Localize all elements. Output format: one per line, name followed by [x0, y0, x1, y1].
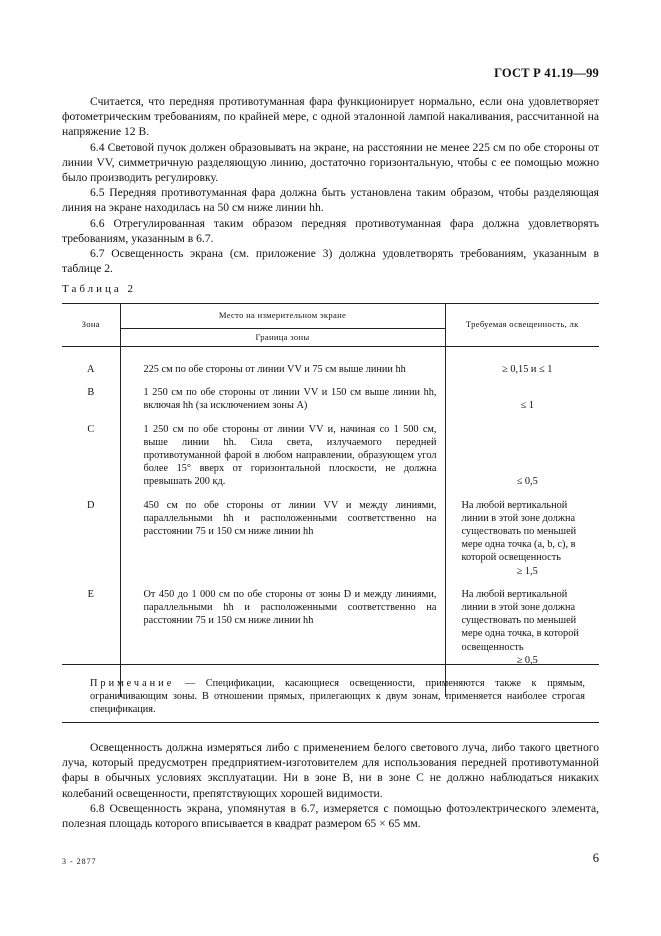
- required-value: ≥ 1,5: [516, 565, 538, 577]
- zone-cell: C: [62, 419, 120, 495]
- required-value: ≤ 0,5: [516, 476, 538, 488]
- intro-text: [62, 94, 599, 276]
- note-text: — Спецификации, касающиеся освещенности, применяются также к прямым, ограничивающим зоны. В отношении прямых, прилегающих к двум зонам, применяется наиболее строгая спецификация.: [90, 678, 585, 715]
- table-row: [62, 419, 599, 495]
- boundary-cell: От 450 до 1 000 см по обе стороны от зоны D и между линиями, параллельными hh и расположенными соответственно на расстоянии 75 и 150 см ниже линии hh: [120, 584, 445, 697]
- col-header-place: Место на измерительном экране: [120, 304, 445, 329]
- col-header-boundary: Граница зоны: [120, 329, 445, 347]
- col-header-zone: Зона: [62, 304, 120, 347]
- paragraph-6-6: 6.6 Отрегулированная таким образом передняя противотуманная фара должна удовлетворять требованиям, указанным в 6.7.: [62, 216, 599, 245]
- note-label: Примечание: [90, 678, 175, 689]
- required-cell: [445, 495, 599, 584]
- boundary-cell: 1 250 см по обе стороны от линии VV и 150 см выше линии hh, включая hh (за исключением зоны A): [120, 382, 445, 418]
- required-text: На любой вертикальной линии в этой зоне должна существовать по меньшей мере одна точка (a, b, c), в которой освещенность: [461, 499, 577, 564]
- boundary-cell: 450 см по обе стороны от линии VV и между линиями, параллельными hh и расположенными соответственно на расстоянии 75 и 150 см ниже линии hh: [120, 495, 445, 584]
- zone-cell: D: [62, 495, 120, 584]
- paragraph-6-8: 6.8 Освещенность экрана, упомянутая в 6.7, измеряется с помощью фотоэлектрического элемента, полезная площадь которого вписывается в квадрат размером 65 × 65 мм.: [62, 801, 599, 831]
- zone-cell: E: [62, 584, 120, 697]
- table-caption: Таблица 2: [62, 283, 137, 295]
- paragraph-6-5: 6.5 Передняя противотуманная фара должна быть установлена таким образом, чтобы разделяющая линия на экране находилась на 50 см ниже линии hh.: [62, 186, 599, 215]
- paragraph-6-7: 6.7 Освещенность экрана (см. приложение 3) должна удовлетворять требованиям, указанным в таблице 2.: [62, 247, 599, 276]
- col-header-required: Требуемая освещенность, лк: [445, 304, 599, 347]
- print-code: 3 - 2877: [62, 857, 97, 866]
- table-row: [62, 382, 599, 418]
- table-row: [62, 347, 599, 383]
- closing-text: [62, 740, 599, 831]
- boundary-cell: 1 250 см по обе стороны от линии VV и, начиная со 1 500 см, выше линии hh. Сила света, излучаемого передней противотуманной фарой в любом направлении, образующем угол более 15° вверх от горизонтальной плоскости, не должна превышать 200 кд.: [120, 419, 445, 495]
- paragraph-illuminance-measurement: Освещенность должна измеряться либо с применением белого светового луча, либо такого цветного луча, который предусмотрен предприятием-изготовителем для использования передней противотуманной фары в обычных условиях эксплуатации. Ни в зоне B, ни в зоне C не должно наблюдаться никаких колебаний освещенности, препятствующих хорошей видимости.: [62, 741, 599, 800]
- zone-cell: B: [62, 382, 120, 418]
- table-note: [62, 664, 599, 723]
- required-cell: ≥ 0,15 и ≤ 1: [502, 364, 553, 375]
- required-value: ≥ 0,5: [516, 654, 538, 666]
- zone-cell: A: [62, 347, 120, 383]
- page-number: 6: [592, 851, 599, 865]
- boundary-cell: 225 см по обе стороны от линии VV и 75 см выше линии hh: [120, 347, 445, 383]
- document-header: ГОСТ Р 41.19—99: [494, 66, 599, 80]
- illuminance-table: [62, 303, 599, 697]
- required-text: На любой вертикальной линии в этой зоне должна существовать по меньшей мере одна точка, в которой освещенность: [461, 588, 579, 653]
- table-row: [62, 495, 599, 584]
- required-value: ≤ 1: [520, 400, 534, 412]
- paragraph: Считается, что передняя противотуманная фара функционирует нормально, если она удовлетворяет фотометрическим требованиям, по крайней мере, с одной эталонной лампой накаливания, рассчитанной на напряжение 12 В.: [62, 95, 599, 139]
- paragraph-6-4: 6.4 Световой пучок должен образовывать на экране, на расстоянии не менее 225 см по обе стороны от линии VV, симметричную разделяющую линию, достаточно горизонтальную, чтобы с ее помощью можно было производить регулировку.: [62, 140, 599, 185]
